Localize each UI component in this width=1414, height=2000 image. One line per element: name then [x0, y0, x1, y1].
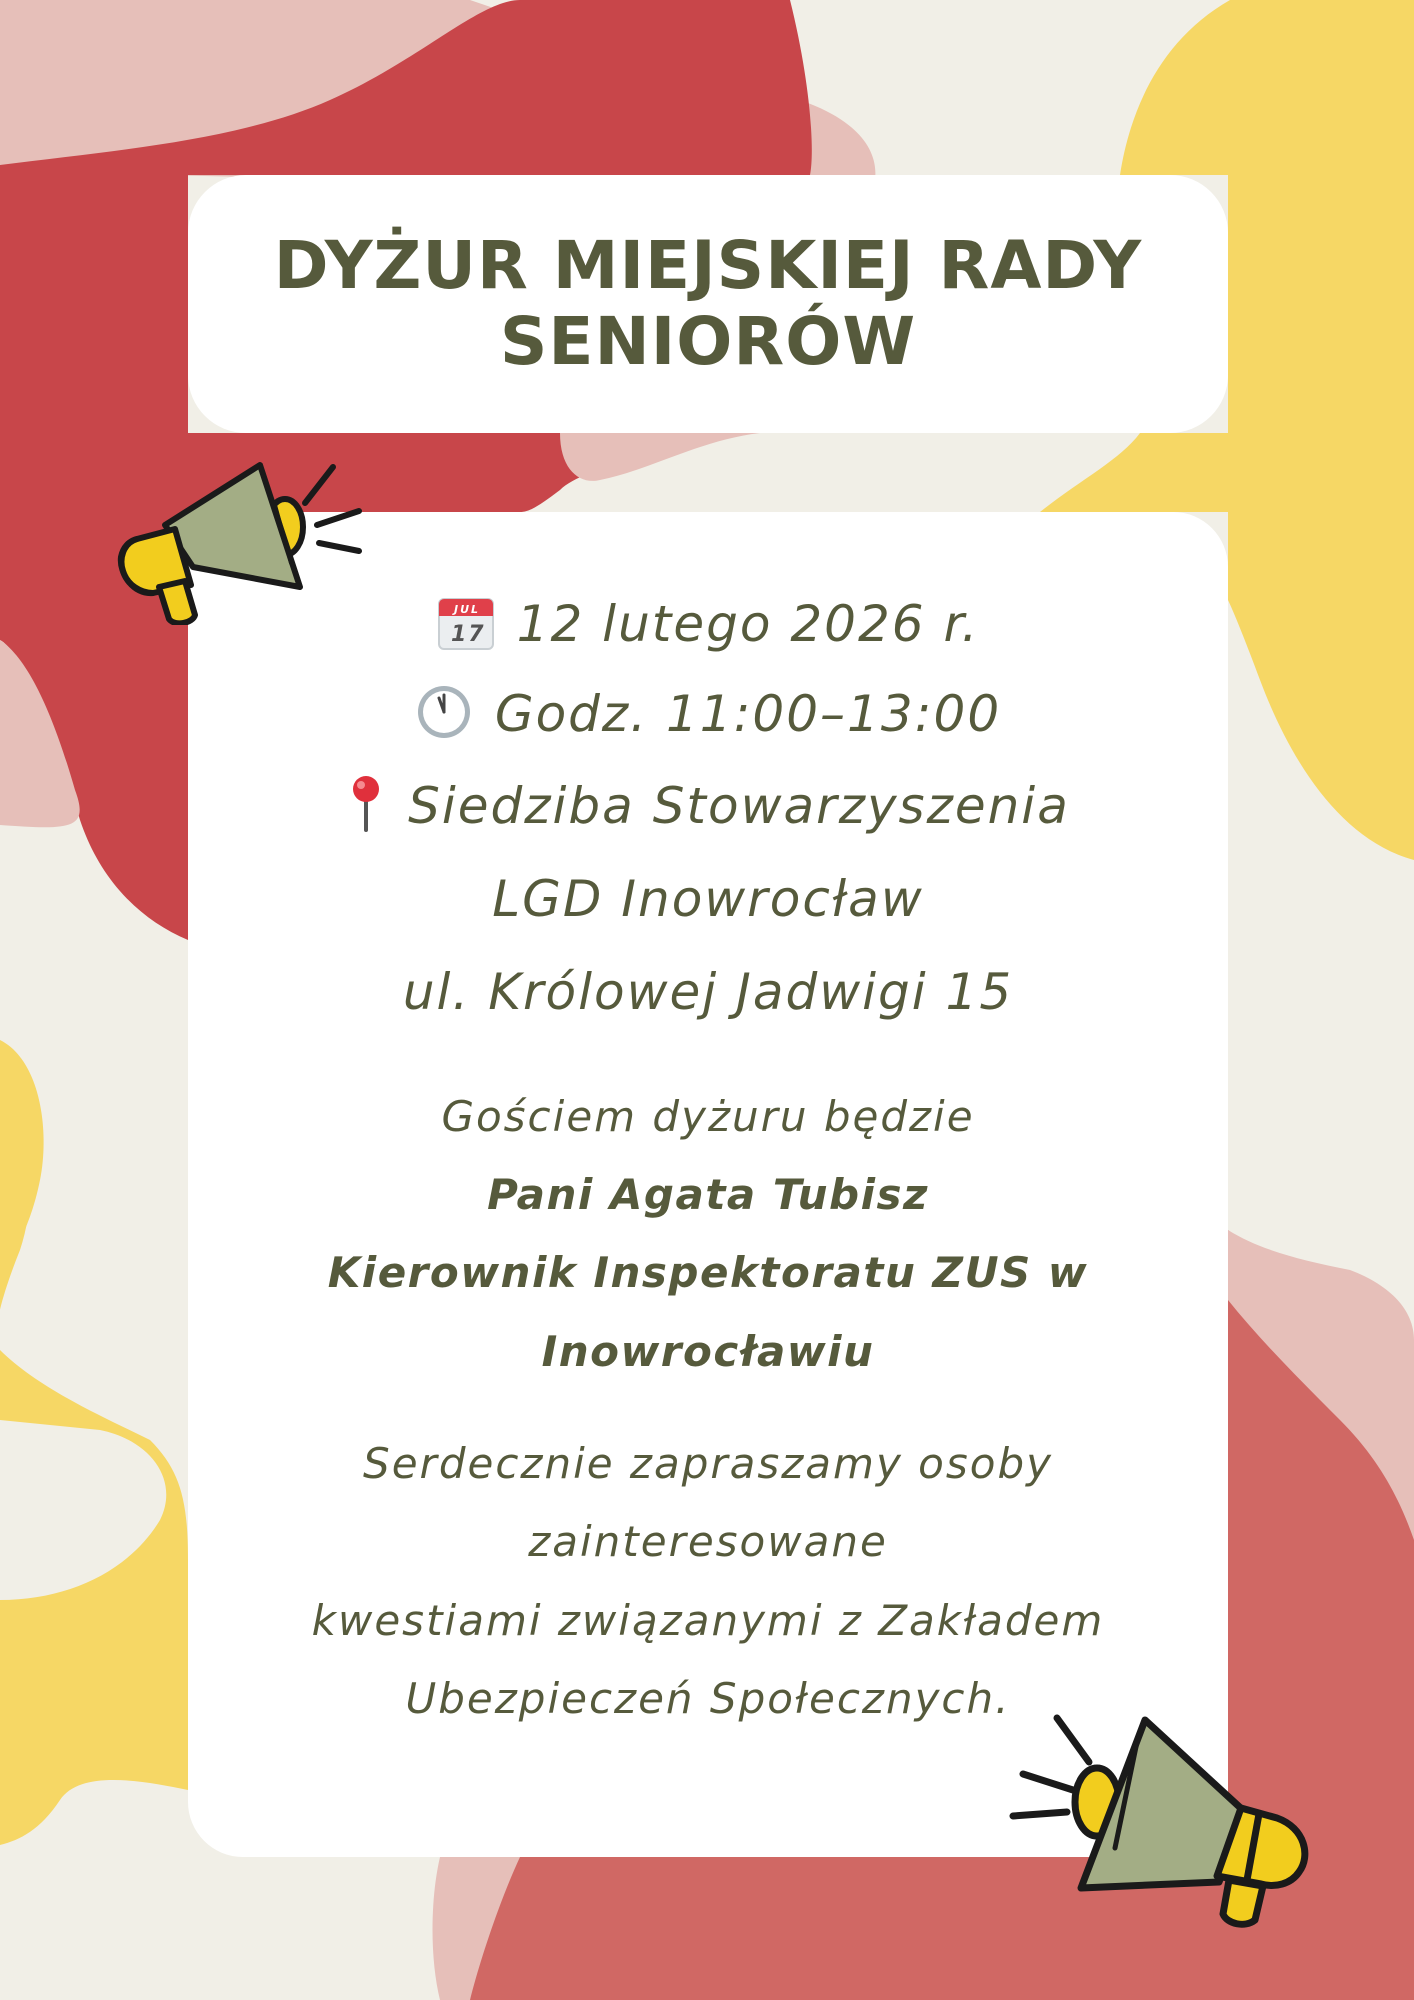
guest-name: Pani Agata Tubisz [487, 1170, 929, 1219]
page-title-line-1: DYŻUR MIEJSKIEJ RADY [273, 227, 1143, 304]
pin-icon [346, 774, 386, 834]
page-title-line-2: SENIORÓW [499, 303, 917, 380]
event-time: Godz. 11:00–13:00 [494, 685, 1002, 743]
invitation-line-3: kwestiami związanymi z Zakładem [311, 1596, 1105, 1645]
event-date: 12 lutego 2026 r. [516, 595, 980, 653]
time-row [188, 685, 1228, 747]
calendar-day: 17 [450, 621, 486, 647]
invitation-line-1: Serdecznie zapraszamy osoby [363, 1439, 1053, 1488]
pink-blob-right-top [560, 433, 760, 481]
megaphone-icon [115, 455, 365, 625]
invitation-line-2: zainteresowane [528, 1517, 888, 1566]
yellow-blob-left-small [0, 1040, 44, 1270]
event-place-line-2: LGD Inowrocław [492, 870, 924, 928]
info-card [188, 512, 1228, 1857]
guest-role-line-2: Inowrocławiu [541, 1327, 875, 1376]
invitation-line-4: Ubezpieczeń Społecznych. [405, 1674, 1011, 1723]
event-place-line-3: ul. Królowej Jadwigi 15 [402, 963, 1014, 1021]
place-row [188, 777, 1228, 840]
event-place-line-1: Siedziba Stowarzyszenia [408, 777, 1070, 835]
megaphone-icon [1005, 1712, 1315, 1930]
calendar-icon [437, 593, 495, 651]
guest-intro: Gościem dyżuru będzie [441, 1092, 975, 1141]
clock-icon [415, 683, 473, 741]
title-card [188, 175, 1228, 433]
calendar-month: JUL [453, 602, 480, 616]
guest-role-line-1: Kierownik Inspektoratu ZUS w [327, 1248, 1089, 1297]
